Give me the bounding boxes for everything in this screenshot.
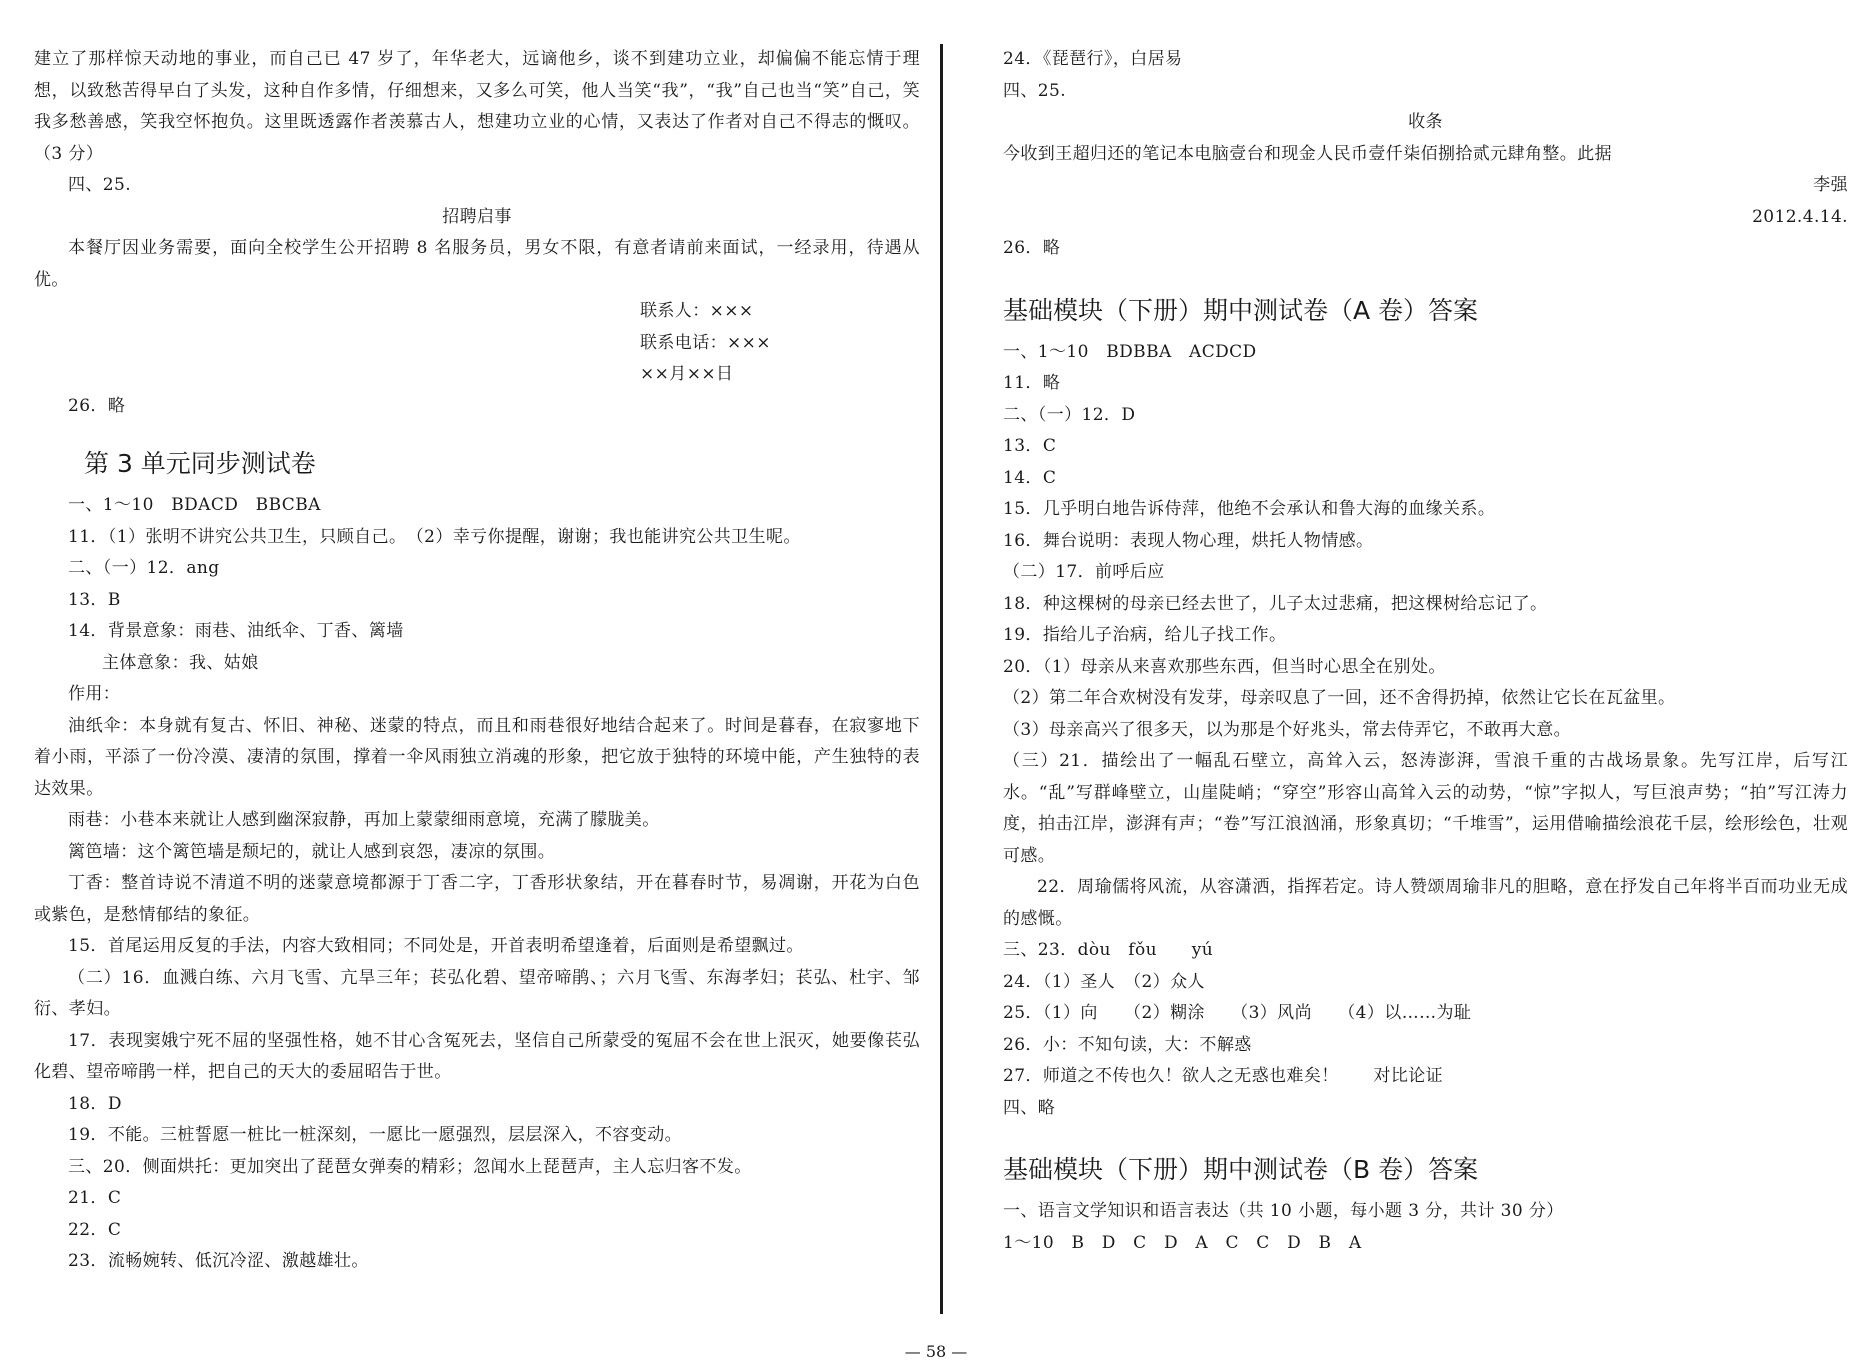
answer-paragraph: 15．首尾运用反复的手法，内容大致相同；不同处是，开首表明希望逢着，后面则是希望飘过。 xyxy=(68,936,804,956)
receipt-body: 今收到王超归还的笔记本电脑壹台和现金人民币壹仟柒佰捌拾贰元肆角整。此据 xyxy=(1003,143,1612,164)
question-26: 26．略 xyxy=(1003,238,1061,258)
answer-paragraph: 19．不能。三桩誓愿一桩比一桩深刻，一愿比一愿强烈，层层深入，不容变动。 xyxy=(68,1125,683,1145)
answer-line: 14．C xyxy=(1003,467,1057,488)
answer-paragraph: 油纸伞：本身就有复古、怀旧、神秘、迷蒙的特点，而且和雨巷很好地结合起来了。时间是暮春，在寂寥地下着小雨，平添了一份冷漠、凄清的氛围，撑着一伞风雨独立消魂的形象，把它放于独特的环境中能，产生独特的表达效果。 xyxy=(34,715,920,799)
left-column xyxy=(34,44,920,1278)
answer-line: 一、语言文学知识和语言表达（共 10 小题，每小题 3 分，共计 30 分） xyxy=(1003,1201,1564,1221)
answer-line: 11．（1）张明不讲究公共卫生，只顾自己。 （2）幸亏你提醒，谢谢；我也能讲究公共卫生呢。 xyxy=(68,526,801,547)
answer-line: 13．C xyxy=(1003,436,1057,456)
answer-line: 二、（一）12．ang xyxy=(68,558,220,578)
answer-line: 1～10 B D C D A C C D B A xyxy=(1003,1232,1362,1253)
answer-line: （3）母亲高兴了很多天，以为那是个好兆头，常去侍弄它，不敢再大意。 xyxy=(1003,719,1572,740)
section-title-a: 基础模块（下册）期中测试卷（A 卷）答案 xyxy=(1003,295,1479,325)
answer-line: （2）第二年合欢树没有发芽，母亲叹息了一回，还不舍得扔掉，依然让它长在瓦盆里。 xyxy=(1003,688,1676,708)
answer-paragraph: 雨巷：小巷本来就让人感到幽深寂静，再加上蒙蒙细雨意境，充满了朦胧美。 xyxy=(68,810,660,830)
answer-line: 主体意象：我、姑娘 xyxy=(102,652,259,673)
answer-line: 16．舞台说明：表现人物心理，烘托人物情感。 xyxy=(1003,530,1374,551)
receipt-date: 2012.4.14. xyxy=(1752,206,1848,227)
page-number: — 58 — xyxy=(904,1342,968,1361)
answer-line: 11．略 xyxy=(1003,373,1061,393)
notice-body: 本餐厅因业务需要，面向全校学生公开招聘 8 名服务员，男女不限，有意者请前来面试，一经录用，待遇从优。 xyxy=(34,238,920,290)
notice-title: 招聘启事 xyxy=(442,206,512,227)
answer-paragraph: 三、20．侧面烘托：更加突出了琵琶女弹奏的精彩；忽闻水上琵琶声，主人忘归客不发。 xyxy=(68,1156,752,1177)
answer-line: 作用： xyxy=(68,684,121,704)
section-title-b: 基础模块（下册）期中测试卷（B 卷）答案 xyxy=(1003,1155,1479,1184)
right-column xyxy=(1003,44,1848,1259)
section-title-unit3: 第 3 单元同步测试卷 xyxy=(84,449,316,478)
answer-paragraph: 22．周瑜儒将风流，从容潇洒，指挥若定。诗人赞颂周瑜非凡的胆略，意在抒发自己年将半百而功业无成的感慨。 xyxy=(1003,877,1848,929)
answer-paragraph: 18．D xyxy=(68,1093,122,1114)
answer-line: 20．（1）母亲从来喜欢那些东西，但当时心思全在别处。 xyxy=(1003,656,1446,677)
receipt-title: 收条 xyxy=(1408,112,1443,132)
answer-line: 四、25. xyxy=(1003,80,1067,101)
answer-line: 19．指给儿子治病，给儿子找工作。 xyxy=(1003,625,1287,645)
answer-line: 三、23．dòu fǒu yú xyxy=(1003,940,1214,960)
answer-line: 15．几乎明白地告诉侍萍，他绝不会承认和鲁大海的血缘关系。 xyxy=(1003,499,1496,519)
receipt-signature: 李强 xyxy=(1813,175,1848,195)
answer-line: 24．（1）圣人 （2）众人 xyxy=(1003,971,1205,992)
answer-paragraph: （三）21．描绘出了一幅乱石壁立，高耸入云，怒涛澎湃，雪浪千重的古战场景象。先写江岸，后写江水。“乱”写群峰壁立，山崖陡峭；“穿空”形容山高耸入云的动势，“惊”字拟人，写巨浪声势；“拍”写江涛力度，拍击江岸，澎湃有声；“卷”写江浪汹涌，形象真切；“千堆雪”，运用借喻描绘浪花千层，绘形绘色，壮观可感。 xyxy=(1003,751,1848,866)
answer-line: （二）17．前呼后应 xyxy=(1003,562,1165,582)
notice-date: ××月××日 xyxy=(640,364,734,384)
answer-paragraph: （二）16．血溅白练、六月飞雪、亢旱三年；苌弘化碧、望帝啼鹃、；六月飞雪、东海孝妇；苌弘、杜宇、邹衍、孝妇。 xyxy=(34,967,920,1019)
answer-line: 25．（1）向 （2）糊涂 （3）风尚 （4）以……为耻 xyxy=(1003,1003,1472,1023)
answer-line: 一、1～10 BDACD BBCBA xyxy=(68,495,321,515)
answer-line: 四、略 xyxy=(1003,1097,1056,1118)
column-divider xyxy=(940,44,943,1314)
question-26: 26．略 xyxy=(68,395,126,416)
carryover-paragraph: 建立了那样惊天动地的事业，而自己已 47 岁了，年华老大，远谪他乡，谈不到建功立业，却偏偏不能忘情于理想，以致愁苦得早白了头发，这种自作多情，仔细想来，又多么可笑，他人当笑“我”，“我”自己也当“笑”自己，笑我多愁善感，笑我空怀抱负。这里既透露作者羡慕古人，想建功立业的心情，又表达了作者对自己不得志的慨叹。（3 分） xyxy=(34,49,920,164)
question-25-label: 四、25. xyxy=(68,175,132,195)
answer-paragraph: 22．C xyxy=(68,1219,122,1240)
answer-paragraph: 23．流畅婉转、低沉冷涩、激越雄壮。 xyxy=(68,1251,369,1271)
answer-line: 27．师道之不传也久！欲人之无惑也难矣！ 对比论证 xyxy=(1003,1066,1444,1086)
answer-line: 26．小：不知句读，大：不解惑 xyxy=(1003,1034,1252,1055)
answer-line: 13．B xyxy=(68,589,121,610)
answer-paragraph: 21．C xyxy=(68,1188,122,1208)
answer-line: 一、1～10 BDBBA ACDCD xyxy=(1003,341,1257,362)
answer-paragraph: 篱笆墙：这个篱笆墙是颓圮的，就让人感到哀怨，凄凉的氛围。 xyxy=(68,841,556,862)
answer-paragraph: 丁香：整首诗说不清道不明的迷蒙意境都源于丁香二字，丁香形状象结，开在暮春时节，易凋谢，开花为白色或紫色，是愁情郁结的象征。 xyxy=(34,873,920,925)
notice-contact-phone: 联系电话：××× xyxy=(640,332,771,353)
notice-contact-person: 联系人：××× xyxy=(640,301,754,321)
answer-line: 24．《琵琶行》，白居易 xyxy=(1003,49,1183,69)
answer-line: 14．背景意象：雨巷、油纸伞、丁香、篱墙 xyxy=(68,621,404,641)
answer-line: 18．种这棵树的母亲已经去世了，儿子太过悲痛，把这棵树给忘记了。 xyxy=(1003,593,1548,614)
answer-line: 二、（一）12．D xyxy=(1003,404,1136,425)
answer-paragraph: 17．表现窦娥宁死不屈的坚强性格，她不甘心含冤死去，坚信自己所蒙受的冤屈不会在世上泯灭，她要像苌弘化碧、望帝啼鹃一样，把自己的天大的委屈昭告于世。 xyxy=(34,1030,920,1082)
